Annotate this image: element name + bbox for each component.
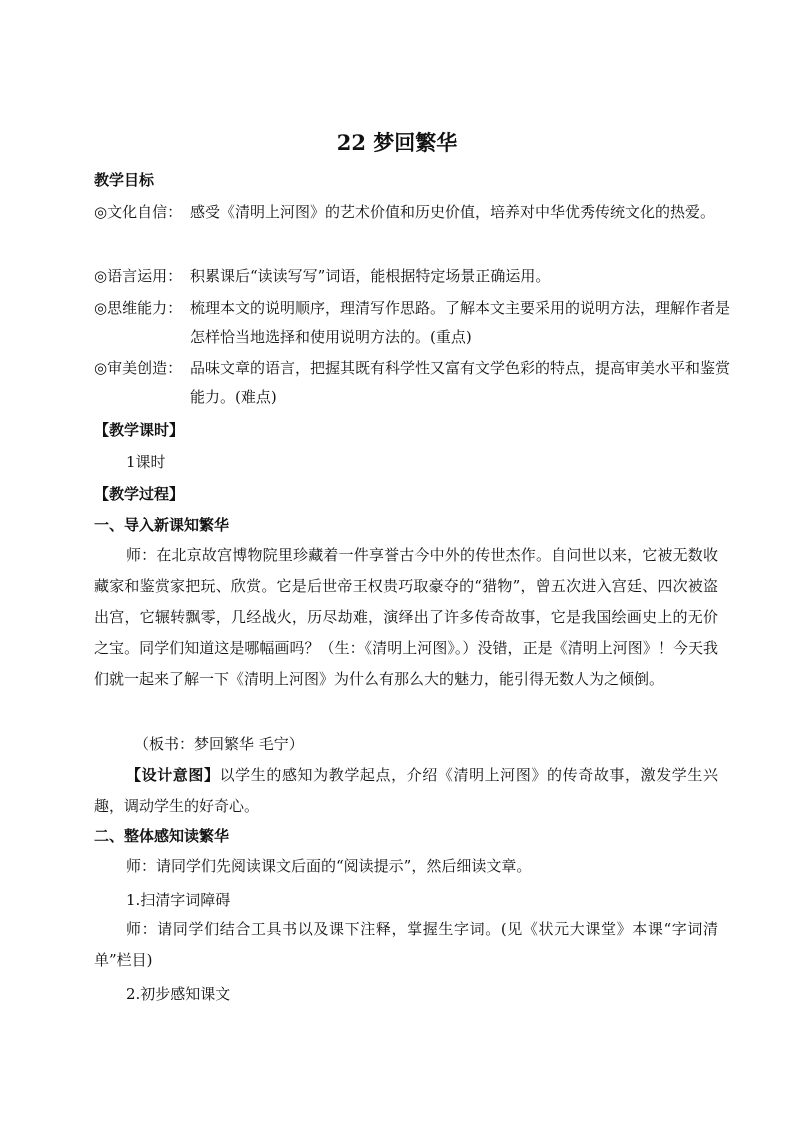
goal-label: ◎审美创造： <box>94 359 183 377</box>
goal-item <box>94 266 734 286</box>
goals-heading: 教学目标 <box>94 171 155 189</box>
process-heading: 【教学过程】 <box>94 485 185 503</box>
goal-label: ◎思维能力： <box>94 299 183 317</box>
goal-text: 梳理本文的说明顺序，理清写作思路。了解本文主要采用的说明方法，理解作者是怎样恰当地选择和使用说明方法的。(重点) <box>190 299 731 346</box>
class-hours-heading: 【教学课时】 <box>94 421 185 439</box>
board-note: （板书：梦回繁华 毛宁） <box>134 735 304 753</box>
goal-text: 感受《清明上河图》的艺术价值和历史价值，培养对中华优秀传统文化的热爱。 <box>190 203 716 221</box>
reading-instruction: 师：请同学们先阅读课文后面的“阅读提示”，然后细读文章。 <box>126 857 532 875</box>
goal-item <box>94 298 734 352</box>
goal-label: ◎语言运用： <box>94 267 183 285</box>
design-intent-paragraph <box>94 760 718 822</box>
section-heading: 一、导入新课知繁华 <box>94 516 230 534</box>
intro-paragraph: 师：在北京故宫博物院里珍藏着一件享誉古今中外的传世杰作。自问世以来，它被无数收藏家和鉴赏家把玩、欣赏。它是后世帝王权贵巧取豪夺的“猎物”，曾五次进入宫廷、四次被盗出宫，它辗转飘零，几经战火，历尽劫难，演绎出了许多传奇故事，它是我国绘画史上的无价之宝。同学们知道这是哪幅画吗？（生：《清明上河图》。）没错，正是《清明上河图》！今天我们就一起来了解一下《清明上河图》为什么有那么大的魅力，能引得无数人为之倾倒。 <box>94 546 718 688</box>
class-hours-value: 1课时 <box>126 453 166 471</box>
page-title: 22 梦回繁华 <box>336 130 458 155</box>
design-intent-label: 【设计意图】 <box>126 766 220 784</box>
goal-text: 品味文章的语言，把握其既有科学性又富有文学色彩的特点，提高审美水平和鉴赏能力。(难点) <box>190 359 731 406</box>
goal-label: ◎文化自信： <box>94 203 183 221</box>
goal-item <box>94 202 734 227</box>
vocabulary-paragraph: 师：请同学们结合工具书以及课下注释，掌握生字词。(见《状元大课堂》本课“字词清单”栏目) <box>94 920 718 969</box>
section-heading: 二、整体感知读繁华 <box>94 827 230 845</box>
design-intent-text: 以学生的感知为教学起点，介绍《清明上河图》的传奇故事，激发学生兴趣，调动学生的好奇心。 <box>94 766 718 815</box>
step-heading: 1.扫清字词障碍 <box>126 891 231 909</box>
step-heading: 2.初步感知课文 <box>126 985 231 1003</box>
goal-text: 积累课后“读读写写”词语，能根据特定场景正确运用。 <box>190 267 551 285</box>
goal-item <box>94 358 734 412</box>
